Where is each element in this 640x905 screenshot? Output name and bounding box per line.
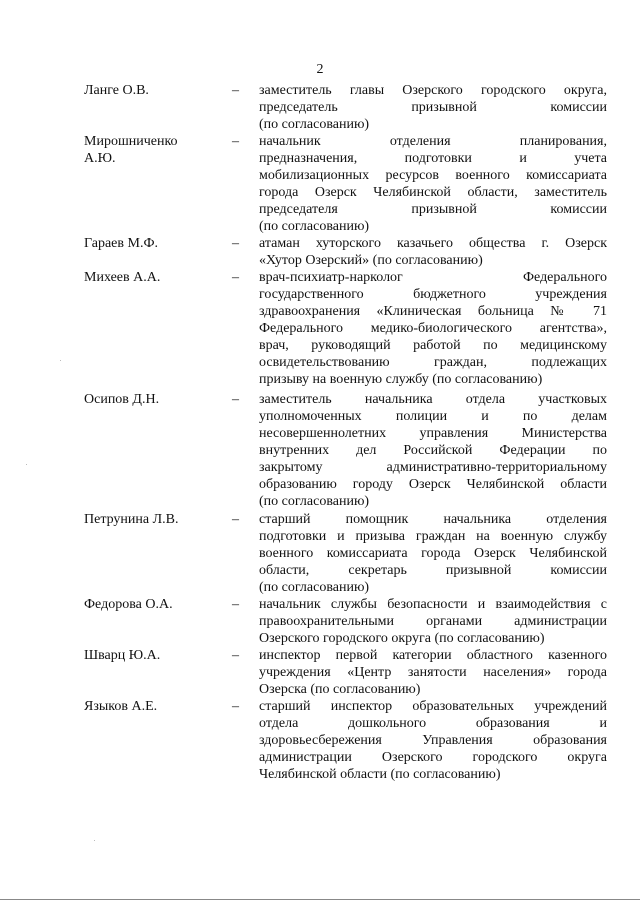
dash-separator: – xyxy=(232,236,239,251)
position-line: освидетельствованию граждан, подлежащих xyxy=(259,355,607,370)
member-position xyxy=(259,511,607,596)
position-line: здравоохранения «Клиническая больница № 71 xyxy=(259,304,607,319)
position-line: Федерального медико-биологического агентства», xyxy=(259,321,607,336)
position-line: Озерска (по согласованию) xyxy=(259,682,421,697)
member-position xyxy=(259,596,607,647)
member-position xyxy=(259,698,607,783)
dash-separator: – xyxy=(232,512,239,527)
position-line: заместитель начальника отдела участковых xyxy=(259,392,607,407)
position-line: закрытому административно-территориальному xyxy=(259,460,607,475)
page-number: 2 xyxy=(316,62,324,77)
position-line: Челябинской области (по согласованию) xyxy=(259,767,501,782)
page-bottom-edge xyxy=(0,899,640,900)
position-line: врач, руководящий работой по медицинскому xyxy=(259,338,607,353)
position-line: призыву на военную службу (по согласованию) xyxy=(259,372,543,387)
member-position xyxy=(259,82,607,133)
position-line: предназначения, подготовки и учета xyxy=(259,151,607,166)
dash-separator: – xyxy=(232,83,239,98)
position-line: начальник службы безопасности и взаимодействия с xyxy=(259,597,607,612)
dash-separator: – xyxy=(232,134,239,149)
dash-separator: – xyxy=(232,699,239,714)
position-line: атаман хуторского казачьего общества г. Озерск xyxy=(259,236,607,251)
position-line: уполномоченных полиции и по делам xyxy=(259,409,607,424)
position-line: (по согласованию) xyxy=(259,494,370,509)
member-position xyxy=(259,391,607,510)
position-line: образованию городу Озерск Челябинской области xyxy=(259,477,607,492)
scan-speck xyxy=(94,840,95,841)
position-line: военного комиссариата города Озерск Челябинской xyxy=(259,546,607,561)
member-position xyxy=(259,269,607,388)
position-line: отдела дошкольного образования и xyxy=(259,716,607,731)
member-name: Федорова О.А. xyxy=(84,597,173,612)
position-line: инспектор первой категории областного казенного xyxy=(259,648,607,663)
position-line: «Хутор Озерский» (по согласованию) xyxy=(259,253,483,268)
position-line: области, секретарь призывной комиссии xyxy=(259,563,607,578)
member-name: Петрунина Л.В. xyxy=(84,512,179,527)
position-line: государственного бюджетного учреждения xyxy=(259,287,607,302)
position-line: Озерского городского округа (по согласованию) xyxy=(259,631,545,646)
position-line: администрации Озерского городского округа xyxy=(259,750,607,765)
position-line: (по согласованию) xyxy=(259,580,370,595)
position-line: врач-психиатр-нарколог Федерального xyxy=(259,270,607,285)
position-line: старший инспектор образовательных учреждений xyxy=(259,699,607,714)
position-line: (по согласованию) xyxy=(259,219,370,234)
member-name: Гараев М.Ф. xyxy=(84,236,159,251)
member-name: Осипов Д.Н. xyxy=(84,392,160,407)
position-line: председатель призывной комиссии xyxy=(259,100,607,115)
member-name: Шварц Ю.А. xyxy=(84,648,161,663)
position-line: учреждения «Центр занятости населения» города xyxy=(259,665,607,680)
member-position xyxy=(259,133,607,235)
scan-speck xyxy=(26,464,27,465)
position-line: здоровьесбережения Управления образования xyxy=(259,733,607,748)
position-line: подготовки и призыва граждан на военную службу xyxy=(259,529,607,544)
member-name: Михеев А.А. xyxy=(84,270,161,285)
member-name: Языков А.Е. xyxy=(84,699,158,714)
position-line: мобилизационных ресурсов военного комиссариата xyxy=(259,168,607,183)
position-line: несовершеннолетних управления Министерства xyxy=(259,426,607,441)
dash-separator: – xyxy=(232,270,239,285)
dash-separator: – xyxy=(232,648,239,663)
position-line: внутренних дел Российской Федерации по xyxy=(259,443,607,458)
dash-separator: – xyxy=(232,392,239,407)
position-line: старший помощник начальника отделения xyxy=(259,512,607,527)
scan-speck xyxy=(60,360,61,361)
position-line: правоохранительными органами администрации xyxy=(259,614,607,629)
position-line: заместитель главы Озерского городского округа, xyxy=(259,83,607,98)
position-line: начальник отделения планирования, xyxy=(259,134,607,149)
dash-separator: – xyxy=(232,597,239,612)
member-name: Мирошниченко А.Ю. xyxy=(84,134,178,166)
member-position xyxy=(259,235,607,269)
member-name: Ланге О.В. xyxy=(84,83,149,98)
member-position xyxy=(259,647,607,698)
position-line: (по согласованию) xyxy=(259,117,370,132)
position-line: города Озерск Челябинской области, заместитель xyxy=(259,185,607,200)
position-line: председателя призывной комиссии xyxy=(259,202,607,217)
